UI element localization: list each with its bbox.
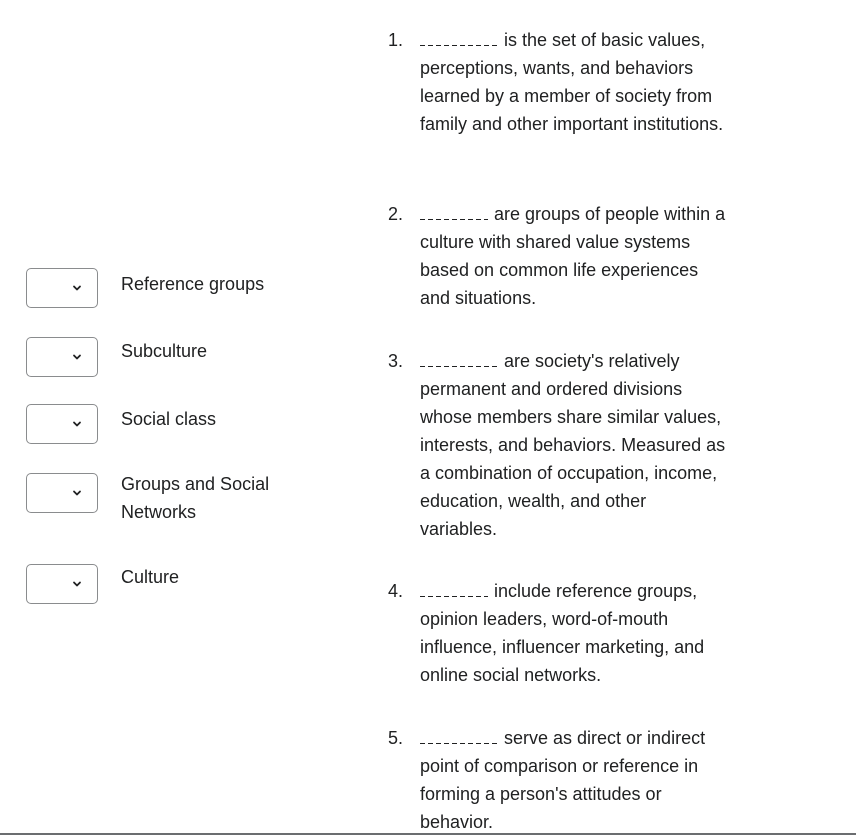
chevron-down-icon bbox=[72, 283, 82, 293]
match-select-groups-social-networks[interactable] bbox=[26, 473, 98, 513]
question-number: 5. bbox=[388, 728, 404, 748]
question-number: 1. bbox=[388, 30, 404, 50]
match-select-social-class[interactable] bbox=[26, 404, 98, 444]
question-2 bbox=[388, 200, 728, 312]
chevron-down-icon bbox=[72, 579, 82, 589]
question-3 bbox=[388, 347, 728, 543]
match-select-subculture[interactable] bbox=[26, 337, 98, 377]
question-number: 2. bbox=[388, 204, 404, 224]
answer-blank bbox=[420, 211, 488, 219]
term-label-subculture: Subculture bbox=[121, 341, 208, 361]
match-select-reference-groups[interactable] bbox=[26, 268, 98, 308]
answer-blank bbox=[420, 588, 488, 596]
question-number: 3. bbox=[388, 351, 404, 371]
chevron-down-icon bbox=[72, 488, 82, 498]
question-text: are groups of people within a culture with shared value systems based on common life experiences and situations. bbox=[420, 204, 726, 308]
answer-blank bbox=[420, 358, 498, 366]
question-1 bbox=[388, 26, 728, 138]
term-label-culture: Culture bbox=[121, 567, 180, 587]
question-number: 4. bbox=[388, 581, 404, 601]
chevron-down-icon bbox=[72, 352, 82, 362]
term-label-reference-groups: Reference groups bbox=[121, 274, 265, 294]
answer-blank bbox=[420, 735, 498, 743]
question-text: serve as direct or indirect point of comparison or reference in forming a person's attitudes or behavior. bbox=[420, 728, 706, 832]
question-text: is the set of basic values, perceptions, wants, and behaviors learned by a member of society from family and other important institutions. bbox=[420, 30, 724, 134]
answer-blank bbox=[420, 37, 498, 45]
question-4 bbox=[388, 577, 728, 689]
question-5 bbox=[388, 724, 728, 836]
bottom-divider bbox=[0, 833, 856, 835]
chevron-down-icon bbox=[72, 419, 82, 429]
question-text: are society's relatively permanent and ordered divisions whose members share similar values, interests, and behaviors. Measured as a combination of occupation, income, education, wealth, and other variables. bbox=[420, 351, 726, 539]
match-select-culture[interactable] bbox=[26, 564, 98, 604]
term-label-social-class: Social class bbox=[121, 409, 217, 429]
term-label-groups-social-networks: Groups and Social Networks bbox=[121, 474, 270, 522]
question-text: include reference groups, opinion leaders, word-of-mouth influence, influencer marketing, and online social networks. bbox=[420, 581, 705, 685]
